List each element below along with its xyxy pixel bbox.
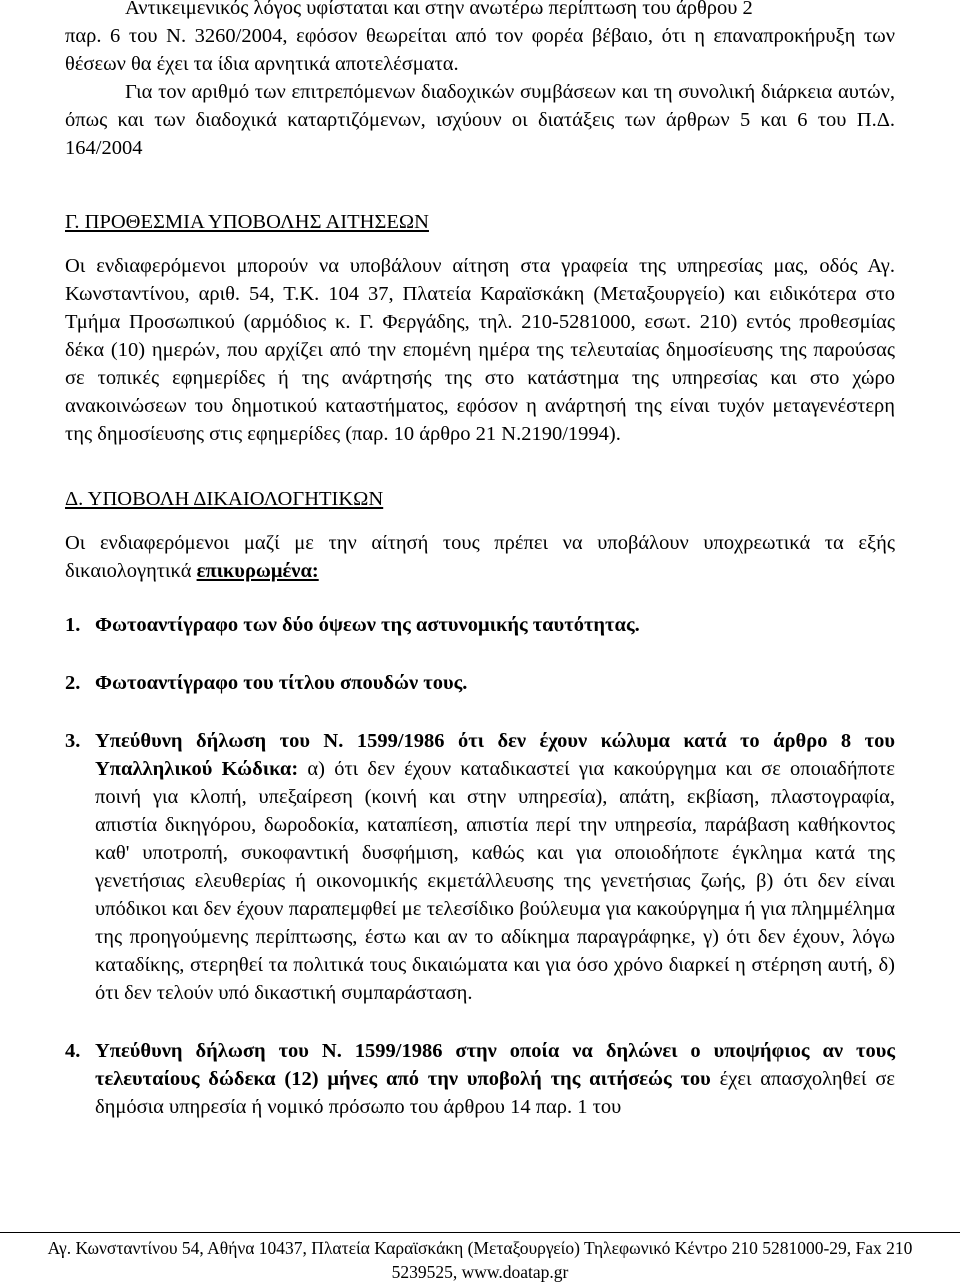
list-item-text: α) ότι δεν έχουν καταδικαστεί για κακούργημα και σε οποιαδήποτε ποινή για κλοπή, υπεξαίρεση (κοινή και στην υπηρεσία), απάτη, εκβίαση, πλαστογραφία, απιστία δικηγόρου, δωροδοκία, καταπίεση, απιστία περί την υπηρεσία, παράβαση καθήκοντος καθ' υποτροπή, συκοφαντική δυσφήμιση, καθώς και για οποιοδήποτε έγκλημα κατά της γενετήσιας ελευθερίας ή οικονομικής εκμετάλλευσης της γενετήσιας ζωής, β) ότι δεν είναι υπόδικοι και δεν έχουν παραπεμφθεί με τελεσίδικο βούλευμα για κακούργημα ή για πλημμέλημα της προηγούμενης περίπτωσης, έστω και αν το αδίκημα παραγράφηκε, γ) ότι δεν έχουν, λόγω καταδίκης, στερηθεί τα πολιτικά τους δικαιώματα και για όσο χρόνο διαρκεί η στέρηση αυτή, δ) ότι δεν τελούν υπό δικαστική συμπαράσταση. (95, 758, 895, 1004)
list-item-bold: Υπεύθυνη δήλωση του Ν. 1599/1986 στην οποία να δηλώνει ο υποψήφιος αν τους τελευταίους δώδεκα (12) μήνες από την υποβολή της αιτήσεώς του (95, 1040, 895, 1090)
list-item-number: 2. (65, 672, 81, 694)
list-item (65, 727, 895, 1007)
page-footer (0, 1236, 960, 1288)
document-body (65, 0, 895, 1121)
list-item-number: 3. (65, 730, 81, 752)
list-item-bold: Φωτοαντίγραφο του τίτλου σπουδών τους. (95, 672, 468, 694)
list-item-number: 1. (65, 614, 81, 636)
list-item-number: 4. (65, 1040, 81, 1062)
section-d-intro (65, 529, 895, 585)
section-g-text: Οι ενδιαφερόμενοι μπορούν να υποβάλουν αίτηση στα γραφεία της υπηρεσίας μας, οδός Αγ. Κωνσταντίνου, αριθ. 54, Τ.Κ. 104 37, Πλατεία Καραϊσκάκη (Μεταξουργείο) και ειδικότερα στο Τμήμα Προσωπικού (αρμόδιος κ. Γ. Φεργάδης, τηλ. 210-5281000, εσωτ. 210) εντός προθεσμίας δέκα (10) ημερών, που αρχίζει από την επομένη ημέρα της τελευταίας δημοσίευσης της παρούσας σε τοπικές εφημερίδες ή της ανάρτησής της στο κατάστημα της υπηρεσίας και στο χώρο ανακοινώσεων του δημοτικού καταστήματος, εφόσον η ανάρτησή της είναι τυχόν μεταγενέστερη της δημοσίευσης στις εφημερίδες (παρ. 10 άρθρο 21 Ν.2190/1994). (65, 255, 895, 445)
list-item-bold: Υπεύθυνη δήλωση του Ν. 1599/1986 ότι δεν έχουν κώλυμα κατά το άρθρο 8 του Υπαλληλικού Κώδικα: (95, 730, 895, 780)
section-d-intro-emphasis: επικυρωμένα: (196, 560, 319, 582)
section-d-heading: Δ. ΥΠΟΒΟΛΗ ΔΙΚΑΙΟΛΟΓΗΤΙΚΩΝ (65, 488, 384, 510)
footer-divider (0, 1232, 960, 1233)
paragraph-article-2: παρ. 6 του Ν. 3260/2004, εφόσον θεωρείται από τον φορέα βέβαιο, ότι η επαναπροκήρυξη των θέσεων θα έχει τα ίδια αρνητικά αποτελέσματα. (65, 25, 895, 75)
paragraph-article-2-line1: Αντικειμενικός λόγος υφίσταται και στην ανωτέρω περίπτωση του άρθρου 2 (125, 0, 753, 19)
list-item (65, 611, 895, 639)
section-d-intro-text: Οι ενδιαφερόμενοι μαζί με την αίτησή τους πρέπει να υποβάλουν υποχρεωτικά τα εξής δικαιολογητικά (65, 532, 895, 582)
list-item-bold: Φωτοαντίγραφο των δύο όψεων της αστυνομικής ταυτότητας. (95, 614, 640, 636)
list-item (65, 1037, 895, 1121)
list-item (65, 669, 895, 697)
paragraph-contract-duration: Για τον αριθμό των επιτρεπόμενων διαδοχικών συμβάσεων και τη συνολική διάρκεια αυτών, όπως και των διαδοχικά καταρτιζόμενων, ισχύουν οι διατάξεις των άρθρων 5 και 6 του Π.Δ. 164/2004 (65, 81, 895, 159)
list-item-text: έχει απασχοληθεί σε δημόσια υπηρεσία ή νομικό πρόσωπο του άρθρου 14 παρ. 1 του (95, 1068, 895, 1118)
section-g-heading: Γ. ΠΡΟΘΕΣΜΙΑ ΥΠΟΒΟΛΗΣ ΑΙΤΗΣΕΩΝ (65, 211, 429, 233)
footer-address-line: Αγ. Κωνσταντίνου 54, Αθήνα 10437, Πλατεία Καραϊσκάκη (Μεταξουργείο) Τηλεφωνικό Κέντρο 210 5281000-29, Fax 210 (47, 1238, 913, 1258)
footer-contact-line: 5239525, www.doatap.gr (391, 1262, 569, 1282)
